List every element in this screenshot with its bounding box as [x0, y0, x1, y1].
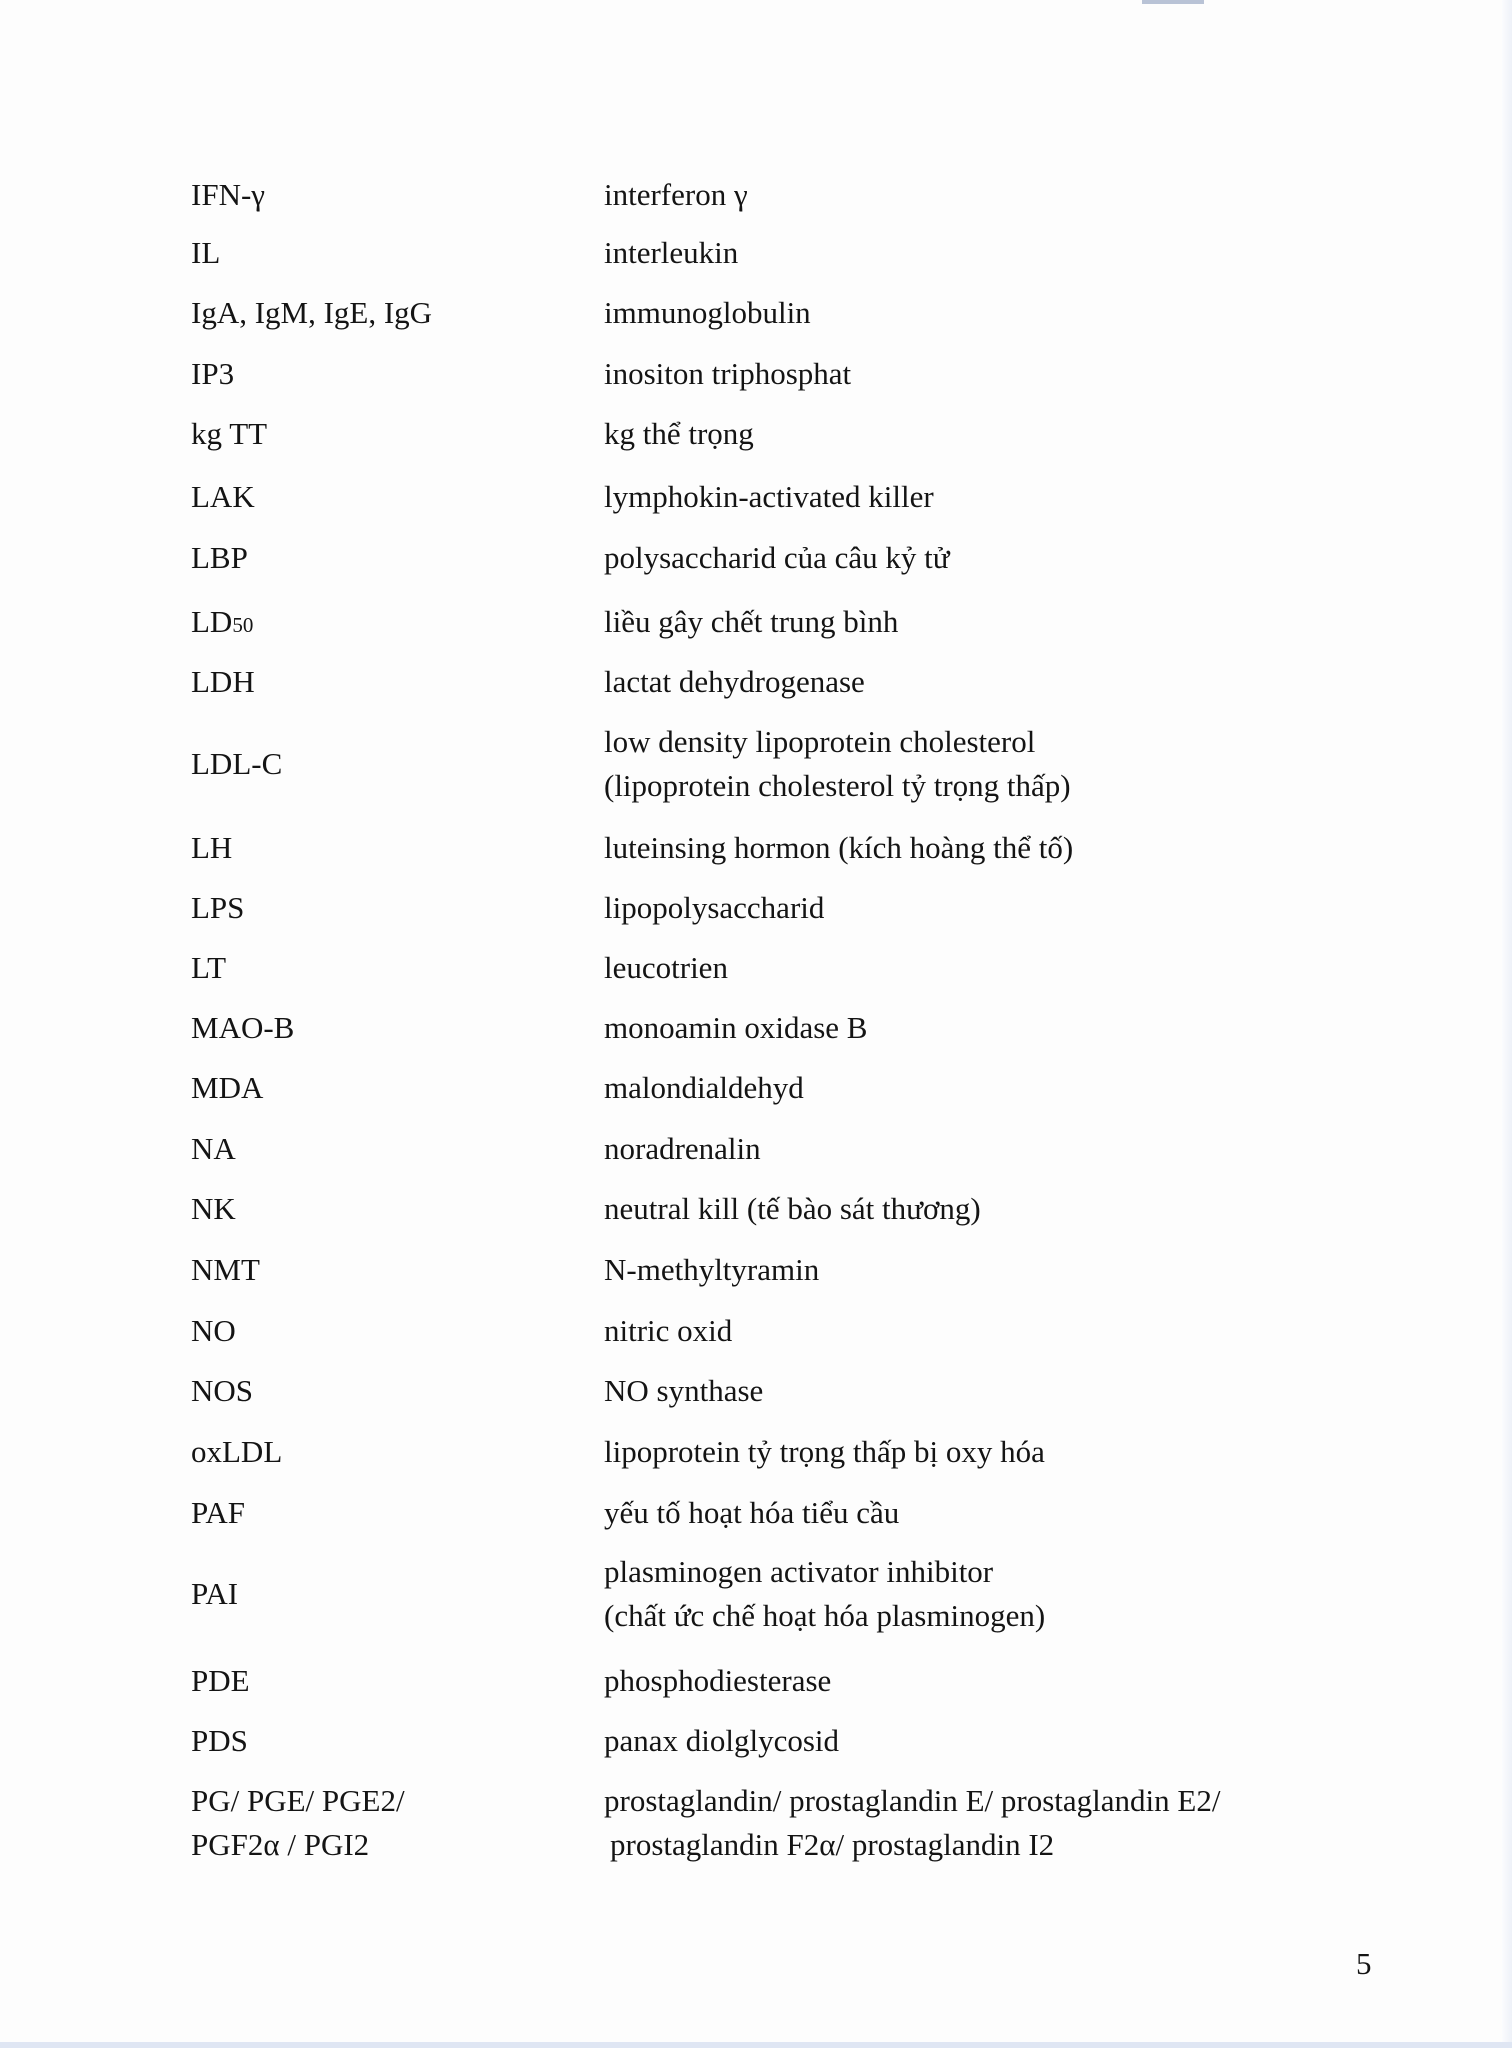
abbreviation-definition: interferon γ — [604, 177, 748, 212]
scan-mark — [1142, 0, 1204, 4]
abbreviation-term: IL — [191, 235, 221, 270]
abbreviation-definition: leucotrien — [604, 950, 728, 985]
abbreviation-definition: lymphokin-activated killer — [604, 479, 934, 514]
abbreviation-definition: NO synthase — [604, 1373, 764, 1408]
abbreviation-term: LPS — [191, 890, 245, 925]
abbreviation-definition: phosphodiesterase — [604, 1663, 832, 1698]
abbreviation-definition: immunoglobulin — [604, 295, 811, 330]
abbreviation-definition: lactat dehydrogenase — [604, 664, 865, 699]
abbreviation-definition: liều gây chết trung bình — [604, 604, 899, 639]
abbreviation-term: IP3 — [191, 356, 235, 391]
abbreviation-term-line: PG/ PGE/ PGE2/ — [191, 1783, 405, 1818]
abbreviation-definition-line: prostaglandin/ prostaglandin E/ prostaglandin E2/ — [604, 1783, 1221, 1818]
abbreviation-definition: interleukin — [604, 235, 739, 270]
abbreviation-definition: noradrenalin — [604, 1131, 761, 1166]
abbreviation-term: IFN-γ — [191, 177, 265, 212]
term-main: LD — [191, 604, 233, 639]
abbreviation-row — [0, 1779, 1512, 1867]
abbreviation-definition: neutral kill (tế bào sát thương) — [604, 1191, 981, 1226]
abbreviation-term: LT — [191, 950, 227, 985]
abbreviation-term: kg TT — [191, 416, 268, 451]
abbreviation-term: LAK — [191, 479, 255, 514]
abbreviation-term: NA — [191, 1131, 236, 1166]
abbreviation-term: oxLDL — [191, 1434, 283, 1469]
abbreviation-definition: malondialdehyd — [604, 1070, 804, 1105]
abbreviation-definition: N-methyltyramin — [604, 1252, 820, 1287]
page-edge-bottom — [0, 2042, 1512, 2048]
abbreviation-term: MAO-B — [191, 1010, 295, 1045]
abbreviation-term: PDE — [191, 1663, 250, 1698]
abbreviation-term: LH — [191, 830, 233, 865]
abbreviation-definition: panax diolglycosid — [604, 1723, 840, 1758]
abbreviation-definition: lipopolysaccharid — [604, 890, 825, 925]
abbreviation-definition: kg thể trọng — [604, 416, 754, 451]
abbreviation-definition: luteinsing hormon (kích hoàng thể tố) — [604, 830, 1074, 865]
abbreviation-term: PAF — [191, 1495, 246, 1530]
term-subscript: 50 — [232, 613, 254, 637]
abbreviation-term: MDA — [191, 1070, 264, 1105]
abbreviation-definition-line: (chất ức chế hoạt hóa plasminogen) — [604, 1598, 1046, 1633]
abbreviation-term-line: PGF2α / PGI2 — [191, 1827, 370, 1862]
abbreviation-definition: yếu tố hoạt hóa tiểu cầu — [604, 1495, 900, 1530]
page-edge-right — [1502, 0, 1512, 2048]
abbreviation-term: NOS — [191, 1373, 254, 1408]
abbreviation-definition: nitric oxid — [604, 1313, 733, 1348]
abbreviation-term: LDH — [191, 664, 255, 699]
abbreviation-definition-line: prostaglandin F2α/ prostaglandin I2 — [610, 1827, 1055, 1862]
abbreviation-term: NK — [191, 1191, 236, 1226]
abbreviation-definition-line: plasminogen activator inhibitor — [604, 1554, 994, 1589]
abbreviation-row — [0, 720, 1512, 808]
abbreviation-row — [0, 1550, 1512, 1638]
abbreviation-definition: polysaccharid của câu kỷ tử — [604, 540, 950, 575]
abbreviation-term: IgA, IgM, IgE, IgG — [191, 295, 433, 330]
abbreviation-definition: inositon triphosphat — [604, 356, 852, 391]
abbreviation-term: PAI — [191, 1576, 239, 1611]
page-number: 5 — [1356, 1946, 1372, 1981]
abbreviation-term: LBP — [191, 540, 248, 575]
abbreviation-definition: monoamin oxidase B — [604, 1010, 868, 1045]
abbreviation-term — [191, 600, 253, 647]
abbreviation-term: LDL-C — [191, 746, 283, 781]
abbreviation-definition-line: (lipoprotein cholesterol tỷ trọng thấp) — [604, 768, 1071, 803]
abbreviation-definition: lipoprotein tỷ trọng thấp bị oxy hóa — [604, 1434, 1045, 1469]
abbreviation-term: PDS — [191, 1723, 248, 1758]
abbreviation-term: NMT — [191, 1252, 260, 1287]
abbreviation-term: NO — [191, 1313, 236, 1348]
abbreviation-definition-line: low density lipoprotein cholesterol — [604, 724, 1036, 759]
